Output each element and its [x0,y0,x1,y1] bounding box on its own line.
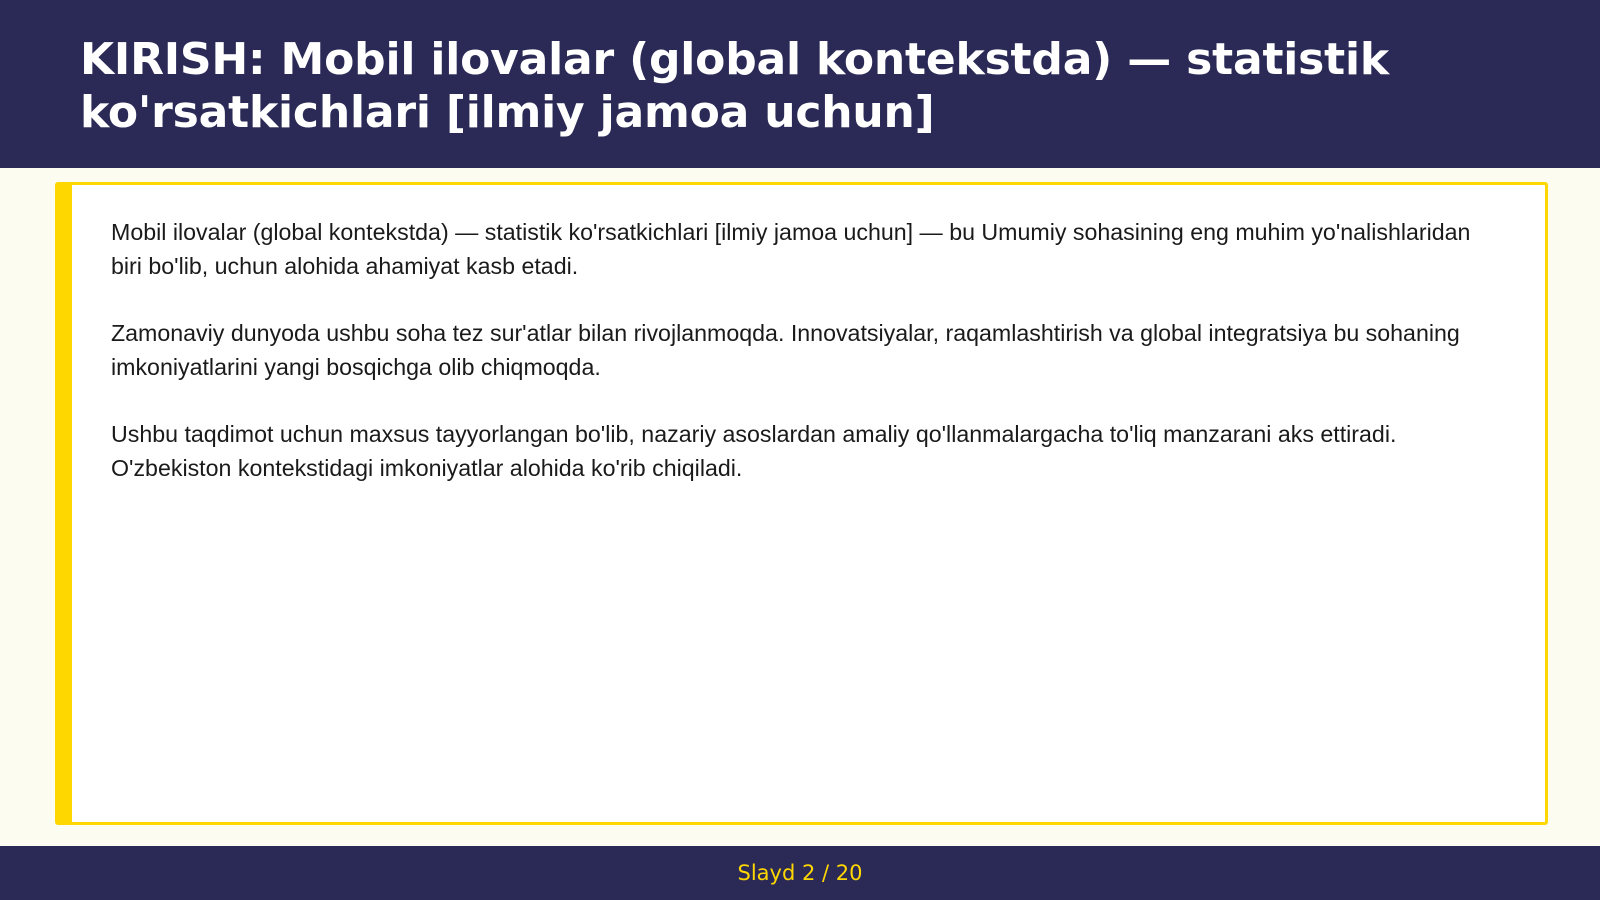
content-card [55,182,1548,825]
intro-paragraph: Mobil ilovalar (global kontekstda) — statistik ko'rsatkichlari [ilmiy jamoa uchun] — bu Umumiy sohasining eng muhim yo'nalishlaridan biri bo'lib, uchun alohida ahamiyat kasb etadi. [111,219,1471,279]
slide-header [0,0,1600,168]
slide-title: KIRISH: Mobil ilovalar (global kontekstda) — statistik ko'rsatkichlari [ilmiy jamoa uchun] [80,34,1389,138]
slide-counter: Slayd 2 / 20 [737,861,863,885]
slide-footer [0,846,1600,900]
modern-world-paragraph: Zamonaviy dunyoda ushbu soha tez sur'atlar bilan rivojlanmoqda. Innovatsiyalar, raqamlashtirish va global integratsiya bu sohaning imkoniyatlarini yangi bosqichga olib chiqmoqda. [111,320,1460,380]
presentation-purpose-paragraph: Ushbu taqdimot uchun maxsus tayyorlangan bo'lib, nazariy asoslardan amaliy qo'llanmalargacha to'liq manzarani aks ettiradi. O'zbekiston kontekstidagi imkoniyatlar alohida ko'rib chiqiladi. [111,421,1397,481]
